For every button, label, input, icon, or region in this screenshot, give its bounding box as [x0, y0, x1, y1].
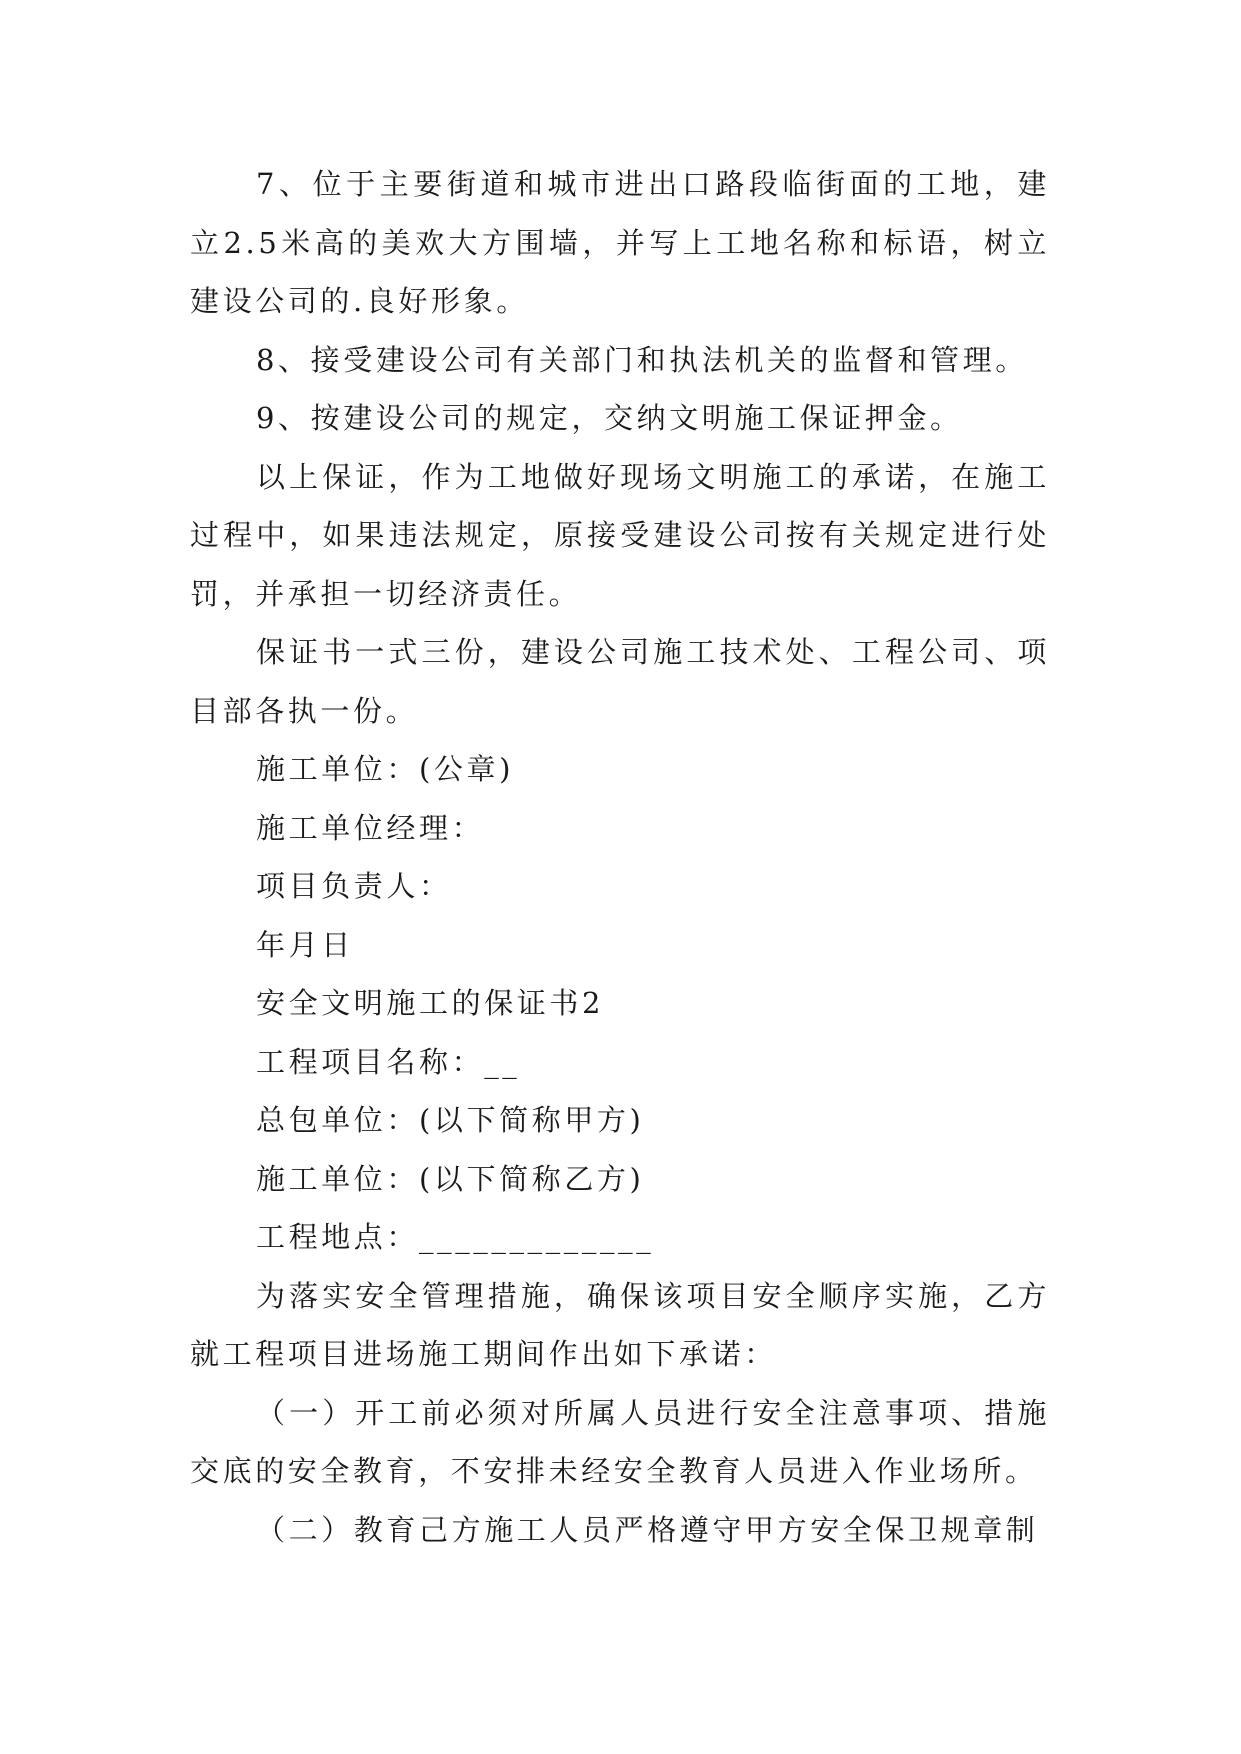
paragraph-item-9: 9、按建设公司的规定，交纳文明施工保证押金。 — [256, 401, 963, 435]
paragraph-intro-commitment: 为落实安全管理措施，确保该项目安全顺序实施，乙方就工程项目进场施工期间作出如下承诺： — [190, 1278, 1050, 1371]
paragraph-item-7: 7、位于主要街道和城市进出口路段临街面的工地，建立2.5米高的美欢大方围墙，并写上工地名称和标语，树立建设公司的.良好形象。 — [190, 167, 1050, 318]
field-project-location: 工程地点：_____________ — [256, 1220, 655, 1254]
clause-one: （一）开工前必须对所属人员进行安全注意事项、措施交底的安全教育，不安排未经安全教育人员进入作业场所。 — [190, 1395, 1050, 1488]
paragraph-item-8: 8、接受建设公司有关部门和执法机关的监督和管理。 — [256, 342, 1028, 377]
document-body — [190, 155, 1050, 1559]
paragraph-copies: 保证书一式三份，建设公司施工技术处、工程公司、项目部各执一份。 — [190, 635, 1050, 728]
section-title-2: 安全文明施工的保证书2 — [256, 986, 605, 1020]
signature-unit-seal: 施工单位：(公章) — [256, 752, 515, 786]
field-construction-unit: 施工单位：(以下简称乙方) — [256, 1161, 645, 1196]
signature-unit-manager: 施工单位经理： — [256, 810, 485, 845]
clause-two: （二）教育己方施工人员严格遵守甲方安全保卫规章制 — [256, 1512, 1039, 1547]
signature-project-leader: 项目负责人： — [256, 869, 452, 903]
signature-date: 年月日 — [256, 927, 354, 962]
field-project-name: 工程项目名称：__ — [256, 1044, 521, 1079]
field-general-contractor: 总包单位：(以下简称甲方) — [256, 1103, 645, 1137]
paragraph-guarantee-commitment: 以上保证，作为工地做好现场文明施工的承诺，在施工过程中，如果违法规定，原接受建设公司按有关规定进行处罚，并承担一切经济责任。 — [190, 459, 1050, 611]
